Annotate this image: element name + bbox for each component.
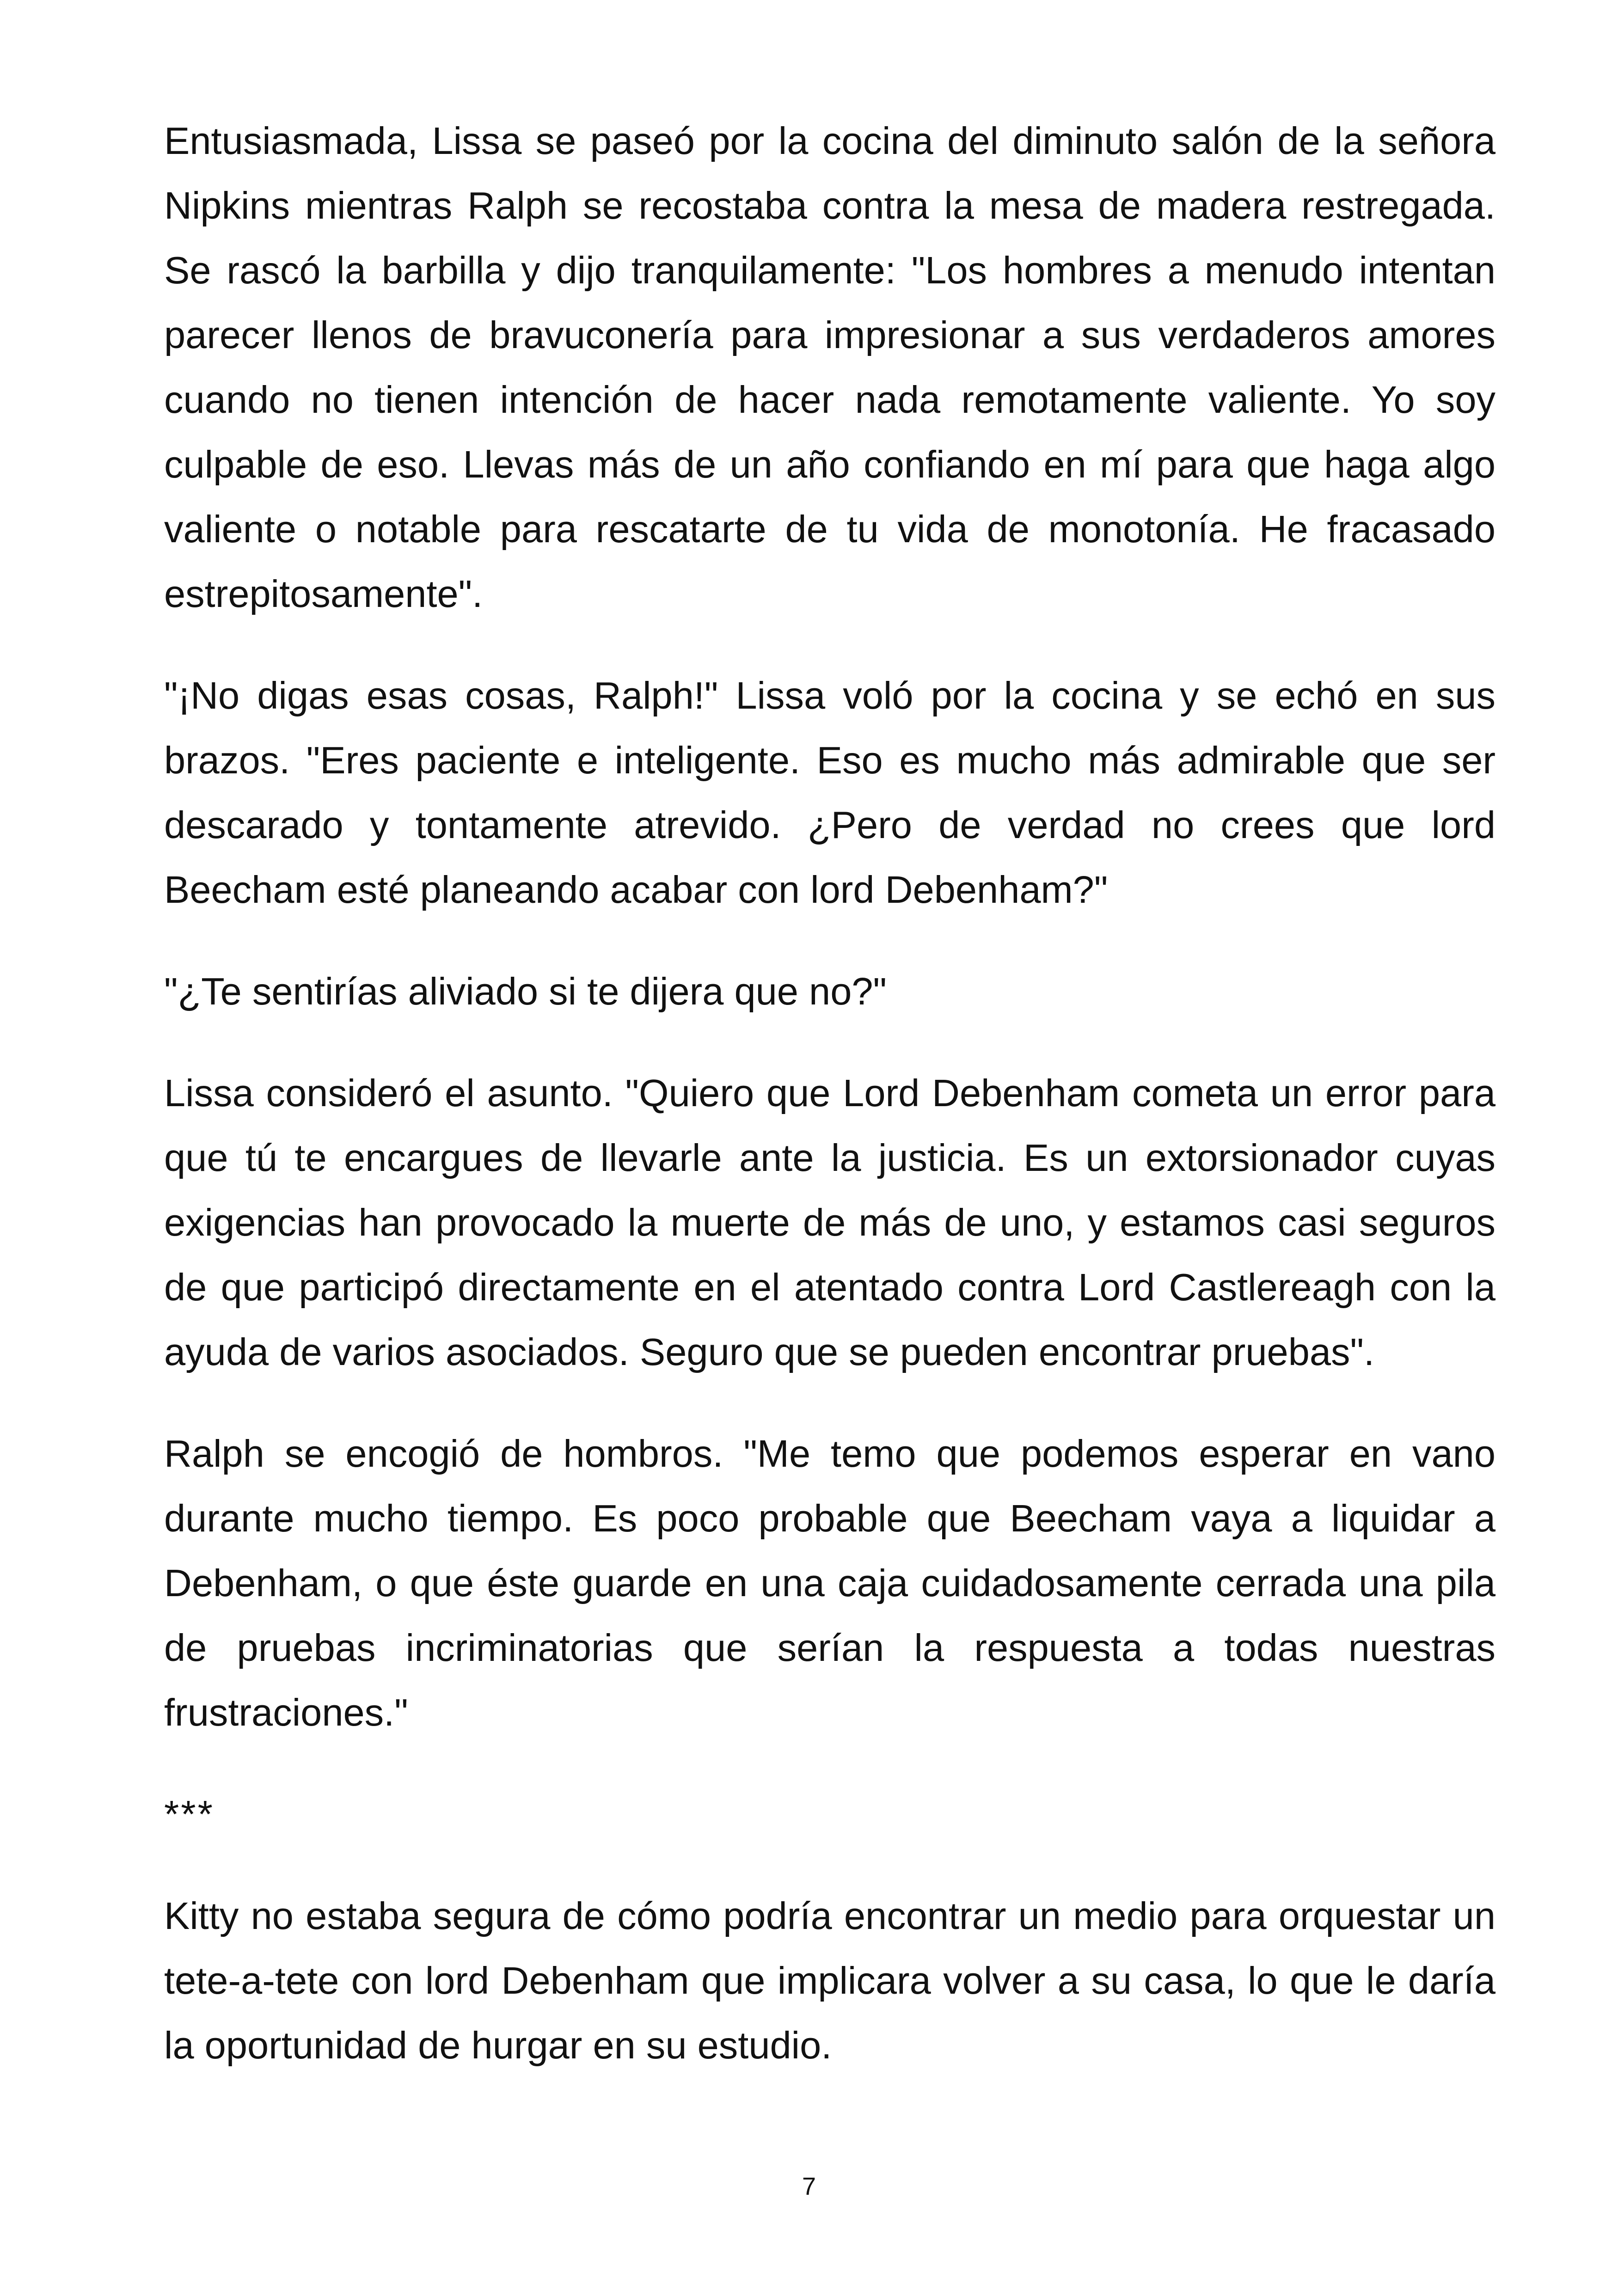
paragraph-3: "¿Te sentirías aliviado si te dijera que no?" xyxy=(164,970,887,1013)
page-number: 7 xyxy=(802,2173,816,2200)
paragraph-5: Ralph se encogió de hombros. "Me temo que podemos esperar en vano durante mucho tiempo. Es poco probable que Beecham vaya a liquidar a Debenham, o que éste guarde en una caja cuidadosamente cerrada una pila de pruebas incriminatorias que serían la respuesta a todas nuestras frustraciones." xyxy=(164,1432,1495,1734)
page-body-text xyxy=(164,109,1495,2115)
scene-separator: *** xyxy=(164,1793,215,1836)
paragraph-6: Kitty no estaba segura de cómo podría encontrar un medio para orquestar un tete-a-tete con lord Debenham que implicara volver a su casa, lo que le daría la oportunidad de hurgar en su estudio. xyxy=(164,1894,1495,2067)
paragraph-1: Entusiasmada, Lissa se paseó por la cocina del diminuto salón de la señora Nipkins mientras Ralph se recostaba contra la mesa de madera restregada. Se rascó la barbilla y dijo tranquilamente: "Los hombres a menudo intentan parecer llenos de bravuconería para impresionar a sus verdaderos amores cuando no tienen intención de hacer nada remotamente valiente. Yo soy culpable de eso. Llevas más de un año confiando en mí para que haga algo valiente o notable para rescatarte de tu vida de monotonía. He fracasado estrepitosamente". xyxy=(164,119,1495,615)
paragraph-2: "¡No digas esas cosas, Ralph!" Lissa voló por la cocina y se echó en sus brazos. "Eres paciente e inteligente. Eso es mucho más admirable que ser descarado y tontamente atrevido. ¿Pero de verdad no crees que lord Beecham esté planeando acabar con lord Debenham?" xyxy=(164,674,1495,911)
paragraph-4: Lissa consideró el asunto. "Quiero que Lord Debenham cometa un error para que tú te encargues de llevarle ante la justicia. Es un extorsionador cuyas exigencias han provocado la muerte de más de uno, y estamos casi seguros de que participó directamente en el atentado contra Lord Castlereagh con la ayuda de varios asociados. Seguro que se pueden encontrar pruebas". xyxy=(164,1071,1495,1373)
